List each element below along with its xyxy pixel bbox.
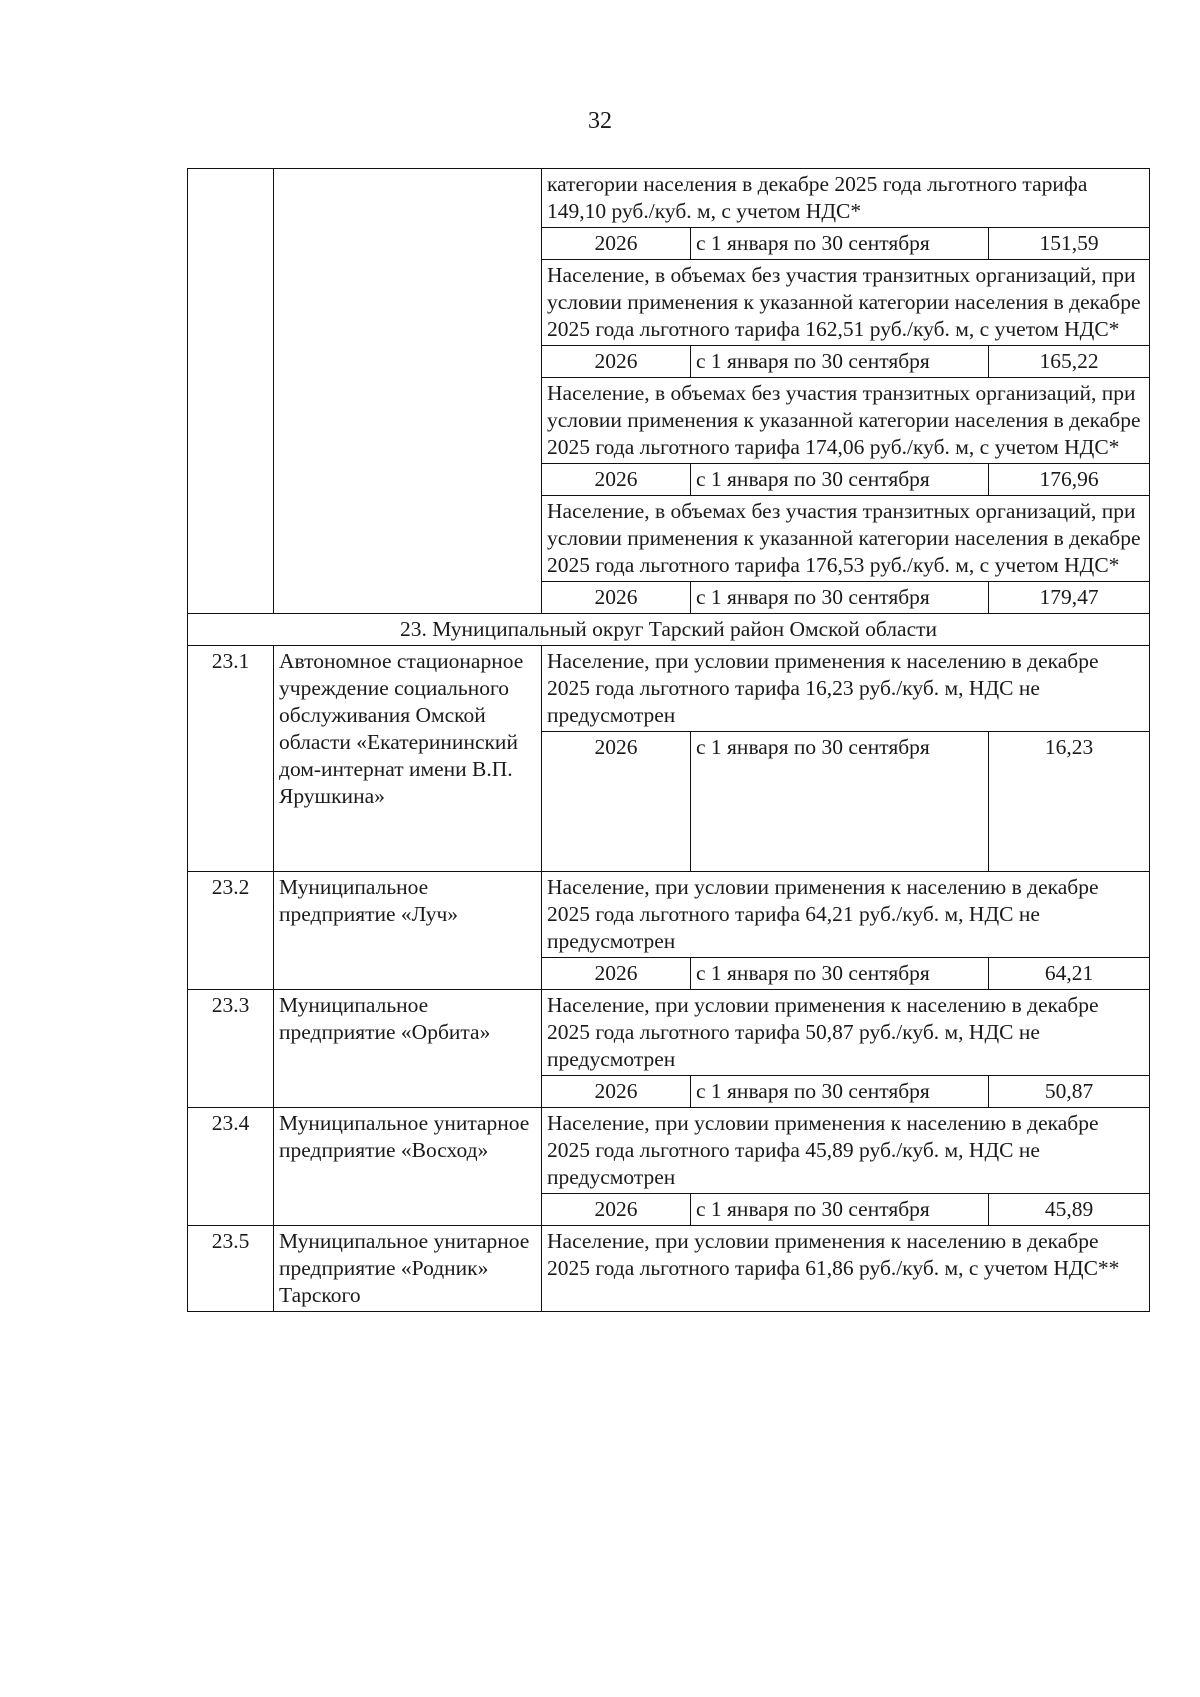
organization-name: Муниципальное унитарное предприятие «Родник» Тарского (274, 1226, 542, 1312)
district-header: 23. Муниципальный округ Тарский район Омской области (188, 614, 1150, 646)
year-cell: 2026 (542, 958, 691, 990)
table-row (188, 990, 1150, 1076)
page-number: 32 (588, 108, 612, 134)
row-number: 23.1 (188, 646, 274, 872)
tariff-value-cell: 50,87 (989, 1076, 1150, 1108)
row-number: 23.4 (188, 1108, 274, 1226)
category-cell: Население, в объемах без участия транзитных организаций, при условии применения к указанной категории населения в декабре 2025 года льготного тарифа 174,06 руб./куб. м, с учетом НДС* (542, 378, 1150, 464)
year-cell: 2026 (542, 464, 691, 496)
tariff-value-cell: 165,22 (989, 346, 1150, 378)
year-cell: 2026 (542, 1194, 691, 1226)
category-cell: Население, при условии применения к населению в декабре 2025 года льготного тарифа 16,23 руб./куб. м, НДС не предусмотрен (542, 646, 1150, 732)
organization-name: Автономное стационарное учреждение социального обслуживания Омской области «Екатерининский дом-интернат имени В.П. Ярушкина» (274, 646, 542, 872)
tariff-table (187, 168, 1150, 1312)
table-row (188, 872, 1150, 958)
tariff-value-cell: 45,89 (989, 1194, 1150, 1226)
tariff-value-cell: 64,21 (989, 958, 1150, 990)
organization-name: Муниципальное унитарное предприятие «Восход» (274, 1108, 542, 1226)
year-cell: 2026 (542, 228, 691, 260)
year-cell: 2026 (542, 732, 691, 872)
period-cell: с 1 января по 30 сентября (691, 228, 989, 260)
category-cell: Население, при условии применения к населению в декабре 2025 года льготного тарифа 61,86 руб./куб. м, с учетом НДС** (542, 1226, 1150, 1312)
period-cell: с 1 января по 30 сентября (691, 1076, 989, 1108)
category-cell: Население, в объемах без участия транзитных организаций, при условии применения к указанной категории населения в декабре 2025 года льготного тарифа 162,51 руб./куб. м, с учетом НДС* (542, 260, 1150, 346)
year-cell: 2026 (542, 346, 691, 378)
period-cell: с 1 января по 30 сентября (691, 464, 989, 496)
category-cell: категории населения в декабре 2025 года льготного тарифа 149,10 руб./куб. м, с учетом НДС* (542, 169, 1150, 228)
num-cell (188, 169, 274, 614)
category-cell: Население, при условии применения к населению в декабре 2025 года льготного тарифа 45,89 руб./куб. м, НДС не предусмотрен (542, 1108, 1150, 1194)
table-row (188, 1108, 1150, 1194)
period-cell: с 1 января по 30 сентября (691, 346, 989, 378)
year-cell: 2026 (542, 1076, 691, 1108)
period-cell: с 1 января по 30 сентября (691, 958, 989, 990)
tariff-value-cell: 179,47 (989, 582, 1150, 614)
row-number: 23.3 (188, 990, 274, 1108)
tariff-value-cell: 16,23 (989, 732, 1150, 872)
organization-name: Муниципальное предприятие «Орбита» (274, 990, 542, 1108)
row-number: 23.2 (188, 872, 274, 990)
org-cell (274, 169, 542, 614)
category-cell: Население, в объемах без участия транзитных организаций, при условии применения к указанной категории населения в декабре 2025 года льготного тарифа 176,53 руб./куб. м, с учетом НДС* (542, 496, 1150, 582)
period-cell: с 1 января по 30 сентября (691, 582, 989, 614)
table-row (188, 169, 1150, 228)
period-cell: с 1 января по 30 сентября (691, 732, 989, 872)
organization-name: Муниципальное предприятие «Луч» (274, 872, 542, 990)
table-row (188, 614, 1150, 646)
table-row (188, 1226, 1150, 1312)
category-cell: Население, при условии применения к населению в декабре 2025 года льготного тарифа 64,21 руб./куб. м, НДС не предусмотрен (542, 872, 1150, 958)
year-cell: 2026 (542, 582, 691, 614)
table-row (188, 646, 1150, 732)
row-number: 23.5 (188, 1226, 274, 1312)
period-cell: с 1 января по 30 сентября (691, 1194, 989, 1226)
tariff-value-cell: 151,59 (989, 228, 1150, 260)
category-cell: Население, при условии применения к населению в декабре 2025 года льготного тарифа 50,87 руб./куб. м, НДС не предусмотрен (542, 990, 1150, 1076)
tariff-value-cell: 176,96 (989, 464, 1150, 496)
